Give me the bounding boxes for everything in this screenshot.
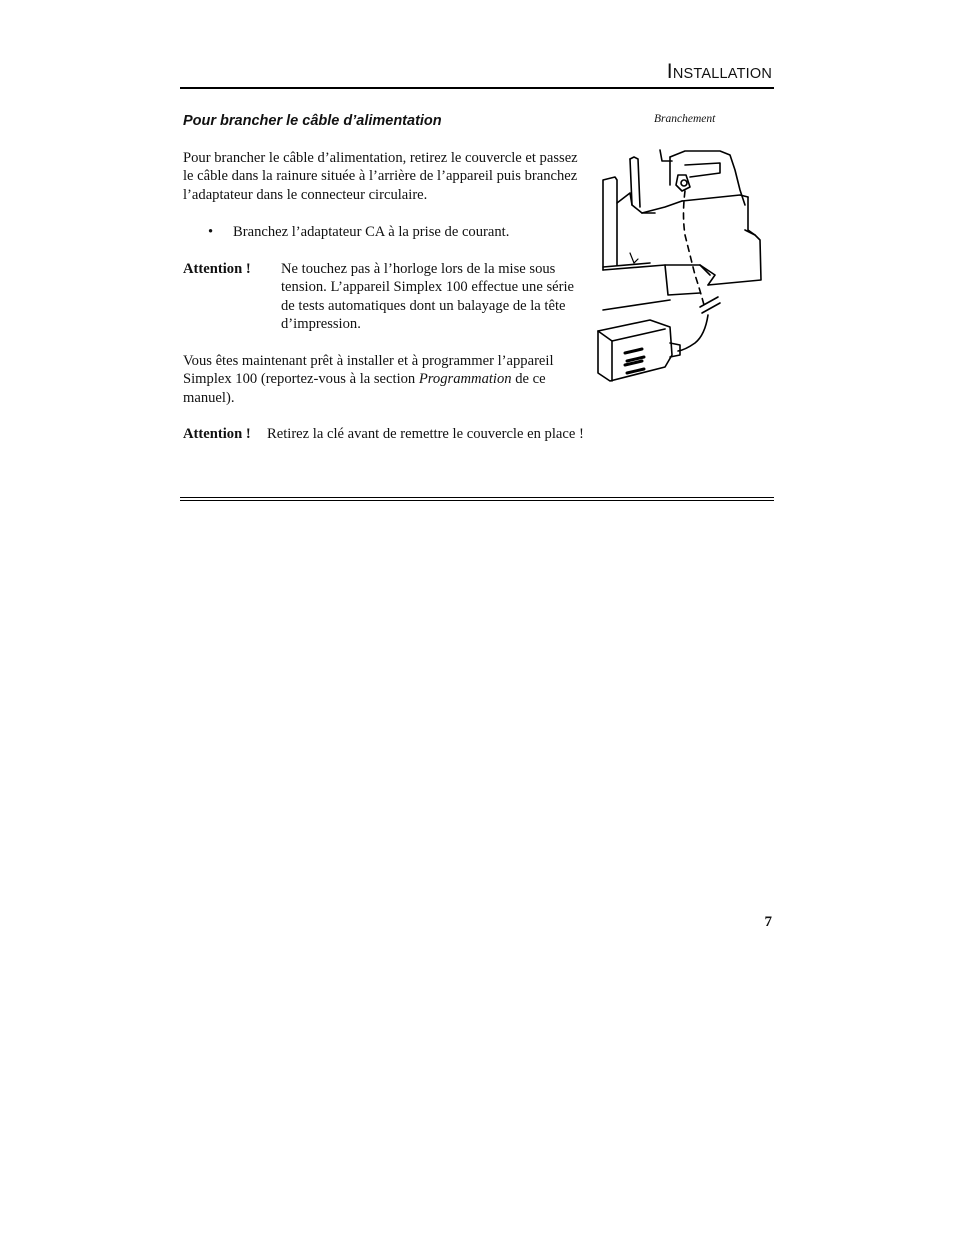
paragraph-2-part1: Vous êtes maintenant prêt à installer et à programmer l’appareil Simplex 100 (reportez-vous à la section [183, 353, 554, 388]
attention-text-2: Retirez la clé avant de remettre le couvercle en place ! [267, 426, 584, 442]
bullet-item [208, 223, 509, 241]
running-head-rest: NSTALLATION [672, 66, 772, 82]
running-head [667, 60, 772, 84]
bullet-text: Branchez l’adaptateur CA à la prise de courant. [233, 224, 510, 240]
paragraph-1: Pour brancher le câble d’alimentation, retirez le couvercle et passez le câble dans la rainure située à l’arrière de l’appareil puis branchez l’adaptateur dans le connecteur circulaire. [183, 150, 578, 203]
power-adapter-connection-illustration [590, 145, 770, 385]
section-heading: Pour brancher le câble d’alimentation [183, 113, 442, 129]
paragraph-2 [183, 352, 563, 407]
page-number: 7 [764, 914, 772, 930]
bullet-dot: • [208, 224, 214, 240]
attention-label-2: Attention ! [183, 426, 251, 442]
figure-caption: Branchement [654, 113, 716, 125]
paragraph-2-part2: de ce manuel). [183, 371, 546, 406]
header-rule [180, 87, 774, 89]
paragraph-2-italic: Programmation [418, 371, 512, 388]
attention-label-1: Attention ! [183, 261, 251, 277]
attention-text-1: Ne touchez pas à l’horloge lors de la mise sous tension. L’appareil Simplex 100 effectue une série de tests automatiques dont un balayage de la tête d’impression. [281, 261, 575, 332]
running-head-initial: I [666, 60, 673, 83]
footer-rule [180, 497, 774, 501]
